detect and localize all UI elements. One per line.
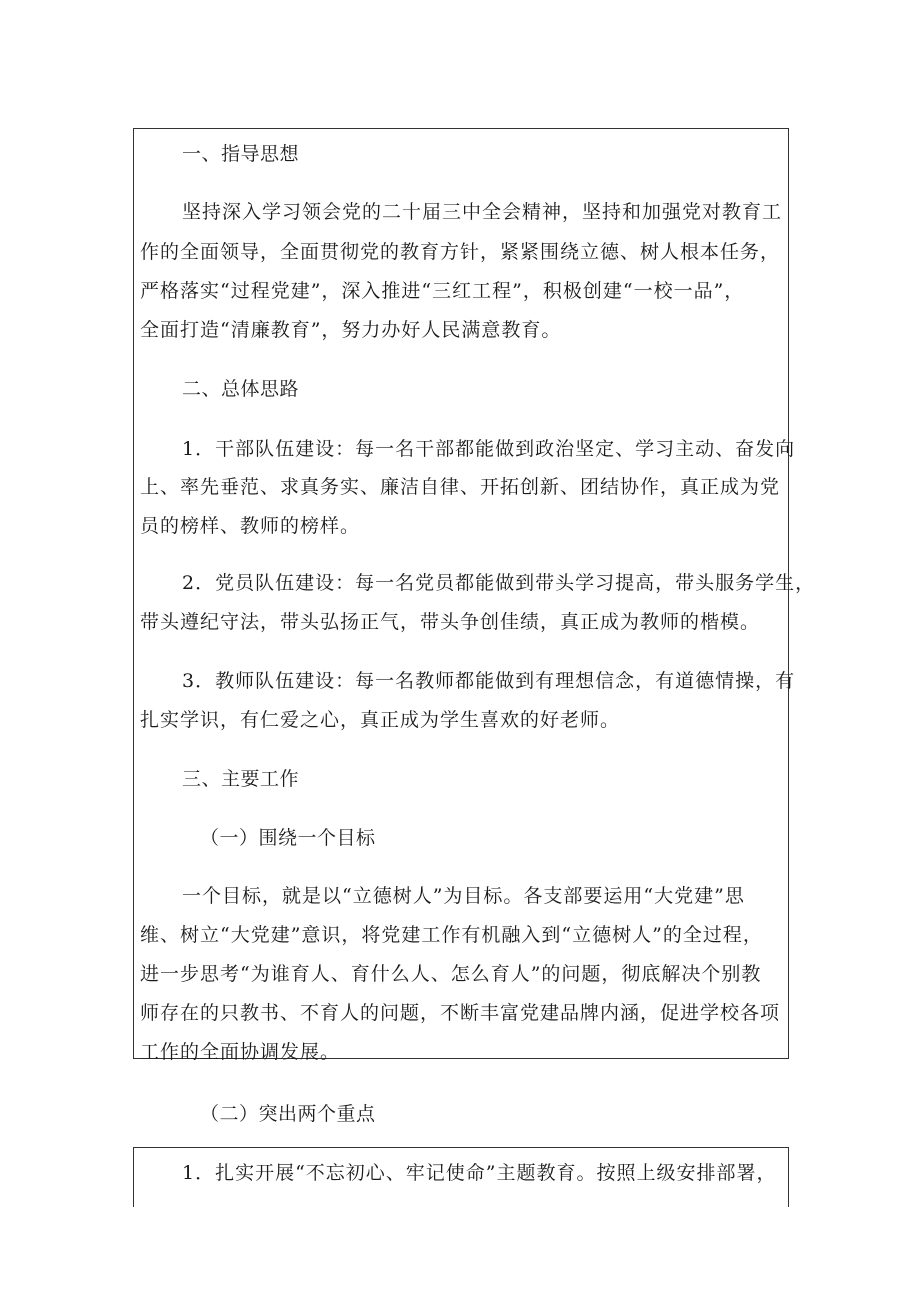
paragraph-line: 员的榜样、教师的榜样。 xyxy=(140,515,361,537)
paragraph-line: 带头遵纪守法，带头弘扬正气，带头争创佳绩，真正成为教师的楷模。 xyxy=(140,611,761,633)
section-heading-main-work: 三、主要工作 xyxy=(182,768,300,790)
paragraph-line: 2．党员队伍建设：每一名党员都能做到带头学习提高，带头服务学生， xyxy=(182,572,816,594)
section-heading-overall-approach: 二、总体思路 xyxy=(182,378,300,400)
paragraph-line: 坚持深入学习领会党的二十届三中全会精神，坚持和加强党对教育工 xyxy=(182,201,783,223)
paragraph-line: 全面打造“清廉教育”，努力办好人民满意教育。 xyxy=(140,319,562,341)
paragraph-line: 作的全面领导，全面贯彻党的教育方针，紧紧围绕立德、树人根本任务， xyxy=(140,241,781,263)
subsection-heading-two-focuses: （二）突出两个重点 xyxy=(200,1103,376,1125)
paragraph-line: 师存在的只教书、不育人的问题，不断丰富党建品牌内涵，促进学校各项 xyxy=(140,1002,781,1024)
paragraph-line: 上、率先垂范、求真务实、廉洁自律、开拓创新、团结协作，真正成为党 xyxy=(140,476,781,498)
paragraph-line: 1．扎实开展“不忘初心、牢记使命”主题教育。按照上级安排部署， xyxy=(182,1162,777,1184)
paragraph-line: 工作的全面协调发展。 xyxy=(140,1041,341,1063)
paragraph-line: 3．教师队伍建设：每一名教师都能做到有理想信念，有道德情操，有 xyxy=(182,670,796,692)
paragraph-line: 1．干部队伍建设：每一名干部都能做到政治坚定、学习主动、奋发向 xyxy=(182,438,796,460)
paragraph-line: 扎实学识，有仁爱之心，真正成为学生喜欢的好老师。 xyxy=(140,709,621,731)
paragraph-line: 进一步思考“为谁育人、育什么人、怎么育人”的问题，彻底解决个别教 xyxy=(140,963,762,985)
paragraph-line: 一个目标，就是以“立德树人”为目标。各支部要运用“大党建”思 xyxy=(182,885,745,907)
subsection-heading-one-goal: （一）围绕一个目标 xyxy=(200,827,376,849)
paragraph-line: 严格落实“过程党建”，深入推进“三红工程”，积极创建“一校一品”， xyxy=(140,280,745,302)
paragraph-line: 维、树立“大党建”意识，将党建工作有机融入到“立德树人”的全过程， xyxy=(140,924,763,946)
section-heading-guiding-thought: 一、指导思想 xyxy=(182,143,300,165)
